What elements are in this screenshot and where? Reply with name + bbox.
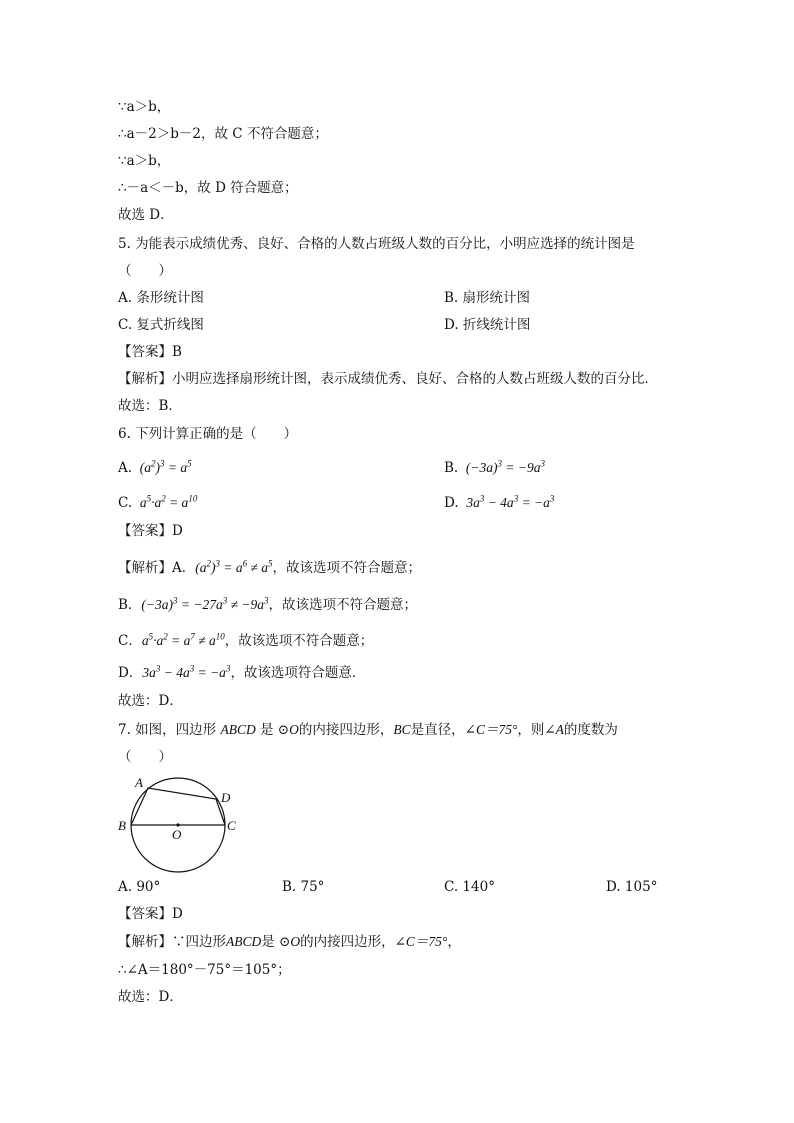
q6-analysis-c-tail: ，故该选项不符合题意； — [224, 633, 374, 649]
q6-analysis-b-tail: ，故该选项不符合题意； — [268, 597, 418, 613]
q5-option-c: C. 复式折线图 — [118, 317, 204, 333]
q6-option-a — [118, 459, 192, 477]
q6-option-b — [444, 459, 545, 477]
q6-analysis-c — [118, 632, 373, 650]
q7-analysis-part: 的内接四边形， — [300, 934, 395, 950]
q7-stem-part: 的内接四边形， — [298, 722, 394, 738]
q6-analysis-d — [118, 664, 365, 682]
q7-option-c: C. 140° — [444, 879, 495, 895]
text-line: 故选 D． — [118, 207, 174, 223]
q6-analysis-d-label: D． — [118, 665, 143, 681]
q7-stem-part: 是直径， — [410, 722, 465, 738]
q6-analysis-d-tail: ，故该选项符合题意． — [230, 665, 366, 681]
q7-analysis — [118, 933, 461, 951]
q5-analysis: 【解析】小明应选择扇形统计图，表示成绩优秀、良好、合格的人数占班级人数的百分比． — [118, 371, 658, 387]
quadrilateral-abcd — [131, 788, 225, 825]
q7-analysis-abcd: ABCD — [226, 934, 262, 949]
q5-answer: 【答案】B — [118, 344, 182, 360]
q6-option-c-label: C. — [118, 495, 133, 511]
q6-analysis-c-label: C． — [118, 633, 142, 649]
q7-stem-angle-a: ∠A — [544, 722, 564, 737]
label-o: O — [172, 827, 182, 842]
text-line: ∵a＞b， — [118, 153, 171, 169]
q7-analysis-part: ， — [447, 934, 461, 950]
q7-analysis-o: O — [290, 934, 301, 949]
q5-conclusion: 故选：B． — [118, 398, 182, 414]
q7-option-b: B. 75° — [282, 879, 325, 895]
q6-option-c-formula: $a^5\cdot a^2 = a^{10}$ — [136, 493, 198, 510]
q6-analysis-b-formula: $(-3a)^3 = -27a^3 \ne -9a^3$ — [141, 595, 269, 612]
q6-analysis-a-tail: ，故该选项不符合题意； — [272, 560, 422, 576]
q7-option-a: A. 90° — [118, 879, 161, 895]
q7-analysis-part: 【解析】∵四边形 — [118, 934, 226, 950]
q6-analysis-a — [118, 559, 421, 577]
q7-stem-part: 是 ⊙ — [260, 722, 290, 738]
q7-stem-part: 7. 如图，四边形 — [118, 722, 217, 738]
q6-option-b-label: B. — [444, 460, 459, 476]
question-5-stem: 5. 为能表示成绩优秀、良好、合格的人数占班级人数的百分比，小明应选择的统计图是 — [118, 236, 635, 252]
q6-conclusion: 故选：D． — [118, 693, 183, 709]
q6-option-b-formula: $(-3a)^3 = -9a^3$ — [462, 458, 545, 475]
q5-option-b: B. 扇形统计图 — [444, 290, 531, 306]
q5-option-d: D. 折线统计图 — [444, 317, 531, 333]
q7-stem-abcd: ABCD — [220, 722, 256, 737]
q7-conclusion: 故选：D． — [118, 989, 183, 1005]
question-7-paren: （ ） — [118, 749, 172, 765]
q6-option-a-label: A. — [118, 460, 133, 476]
q7-stem-angle: ∠C＝75° — [464, 722, 518, 737]
q7-analysis-angle: ∠C＝75° — [394, 934, 448, 949]
q7-answer: 【答案】D — [118, 906, 183, 922]
q6-answer: 【答案】D — [118, 523, 183, 539]
q7-calc: ∴∠A＝180°－75°＝105°； — [118, 962, 291, 978]
q7-stem-part: ，则 — [517, 722, 545, 738]
question-7-stem — [118, 721, 618, 739]
label-a: A — [135, 775, 143, 790]
q6-option-a-formula: $(a^2)^3 = a^5$ — [136, 458, 192, 475]
q6-analysis-a-formula: $(a^2)^3 = a^6 \ne a^5$ — [195, 558, 273, 575]
q6-analysis-c-formula: $a^5\cdot a^2 = a^7 \ne a^{10}$ — [141, 631, 225, 648]
q7-option-d: D. 105° — [606, 879, 658, 895]
q6-option-c — [118, 494, 197, 512]
label-c: C — [227, 818, 236, 833]
q6-option-d — [444, 494, 554, 512]
text-line: ∴－a＜－b，故 D 符合题意； — [118, 180, 298, 196]
label-b: B — [118, 818, 126, 833]
q7-stem-bc: BC — [393, 722, 411, 737]
q6-analysis-b — [118, 596, 417, 614]
question-5-paren: （ ） — [118, 263, 172, 279]
q6-analysis-label: 【解析】A． — [118, 560, 196, 576]
q6-analysis-b-label: B． — [118, 597, 142, 613]
q6-analysis-d-formula: $3a^3 - 4a^3 = -a^3$ — [142, 663, 231, 680]
q7-analysis-part: 是 ⊙ — [261, 934, 291, 950]
q6-option-d-formula: $3a^3 - 4a^3 = -a^3$ — [462, 493, 555, 510]
text-line: ∴a－2＞b－2，故 C 不符合题意； — [118, 126, 328, 142]
q7-stem-o: O — [289, 722, 299, 737]
q5-option-a: A. 条形统计图 — [118, 290, 204, 306]
q6-option-d-label: D. — [444, 495, 459, 511]
circle-figure — [116, 772, 246, 877]
q7-stem-part: 的度数为 — [563, 722, 618, 738]
question-6-stem: 6. 下列计算正确的是（ ） — [118, 426, 298, 442]
label-d: D — [221, 790, 231, 805]
text-line: ∵a＞b， — [118, 99, 171, 115]
